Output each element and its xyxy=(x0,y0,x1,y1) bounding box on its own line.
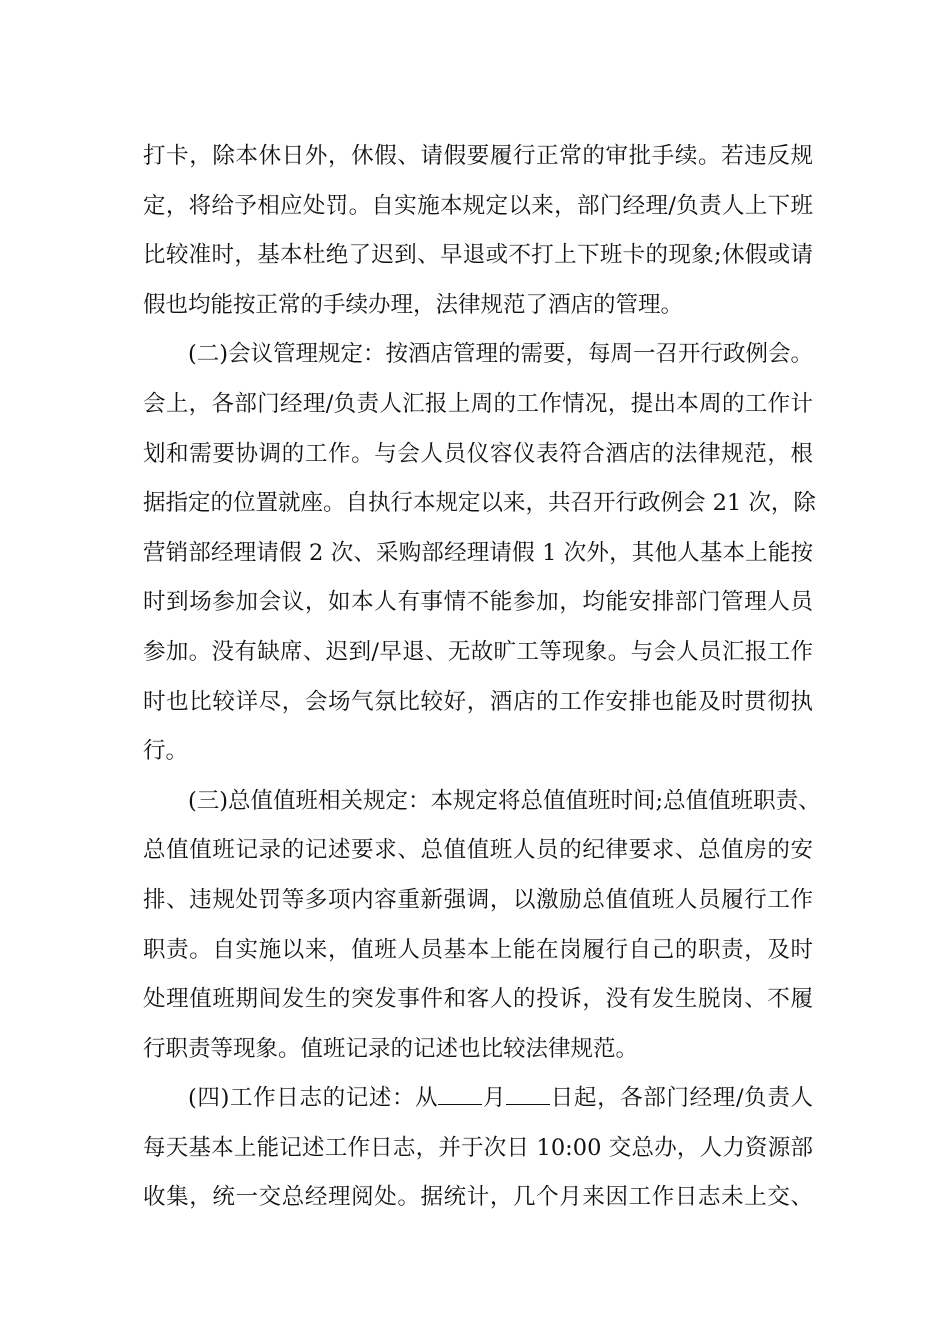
text-line: 行。 xyxy=(143,738,189,765)
blank-line-part-3: 日起，各部门经理/负责人 xyxy=(550,1085,813,1112)
paragraph-tail-lines xyxy=(143,1124,813,1223)
text-line: 打卡，除本休日外，休假、请假要履行正常的审批手续。若违反规 xyxy=(143,143,813,169)
paragraph-lines xyxy=(143,132,821,1074)
text-line: 比较准时，基本杜绝了迟到、早退或不打上下班卡的现象;休假或请 xyxy=(143,242,813,269)
text-line: 职责。自实施以来，值班人员基本上能在岗履行自己的职责，及时 xyxy=(143,936,813,963)
blank-line-part-1: (四)工作日志的记述：从 xyxy=(188,1085,439,1112)
blank-line-part-2: 月 xyxy=(482,1085,507,1112)
day-blank xyxy=(506,1084,550,1105)
text-line-with-blanks xyxy=(143,1074,813,1124)
text-line: 排、违规处罚等多项内容重新强调，以激励总值值班人员履行工作 xyxy=(143,886,813,913)
month-blank xyxy=(438,1084,482,1105)
text-line: 定，将给予相应处罚。自实施本规定以来，部门经理/负责人上下班 xyxy=(143,192,813,219)
text-line: 每天基本上能记述工作日志，并于次日 10:00 交总办，人力资源部 xyxy=(143,1134,813,1161)
text-line: 划和需要协调的工作。与会人员仪容仪表符合酒店的法律规范，根 xyxy=(143,440,813,467)
document-body xyxy=(143,132,821,1223)
text-line: 行职责等现象。值班记录的记述也比较法律规范。 xyxy=(143,1035,639,1062)
text-line: 营销部经理请假 2 次、采购部经理请假 1 次外，其他人基本上能按 xyxy=(143,539,813,566)
text-line: 处理值班期间发生的突发事件和客人的投诉，没有发生脱岗、不履 xyxy=(143,986,813,1013)
text-line: (二)会议管理规定：按酒店管理的需要，每周一召开行政例会。 xyxy=(188,341,814,368)
text-line: 时到场参加会议，如本人有事情不能参加，均能安排部门管理人员 xyxy=(143,589,813,616)
text-line: 据指定的位置就座。自执行本规定以来，共召开行政例会 21 次，除 xyxy=(143,490,816,517)
text-line: 假也均能按正常的手续办理，法律规范了酒店的管理。 xyxy=(143,291,684,318)
text-line: (三)总值值班相关规定：本规定将总值值班时间;总值值班职责、 xyxy=(188,787,821,814)
text-line: 收集，统一交总经理阅处。据统计，几个月来因工作日志未上交、 xyxy=(143,1184,813,1211)
text-line: 时也比较详尽，会场气氛比较好，酒店的工作安排也能及时贯彻执 xyxy=(143,688,813,715)
text-line: 参加。没有缺席、迟到/早退、无故旷工等现象。与会人员汇报工作 xyxy=(143,638,813,665)
text-line: 会上，各部门经理/负责人汇报上周的工作情况，提出本周的工作计 xyxy=(143,390,813,417)
text-line: 总值值班记录的记述要求、总值值班人员的纪律要求、总值房的安 xyxy=(143,837,813,864)
